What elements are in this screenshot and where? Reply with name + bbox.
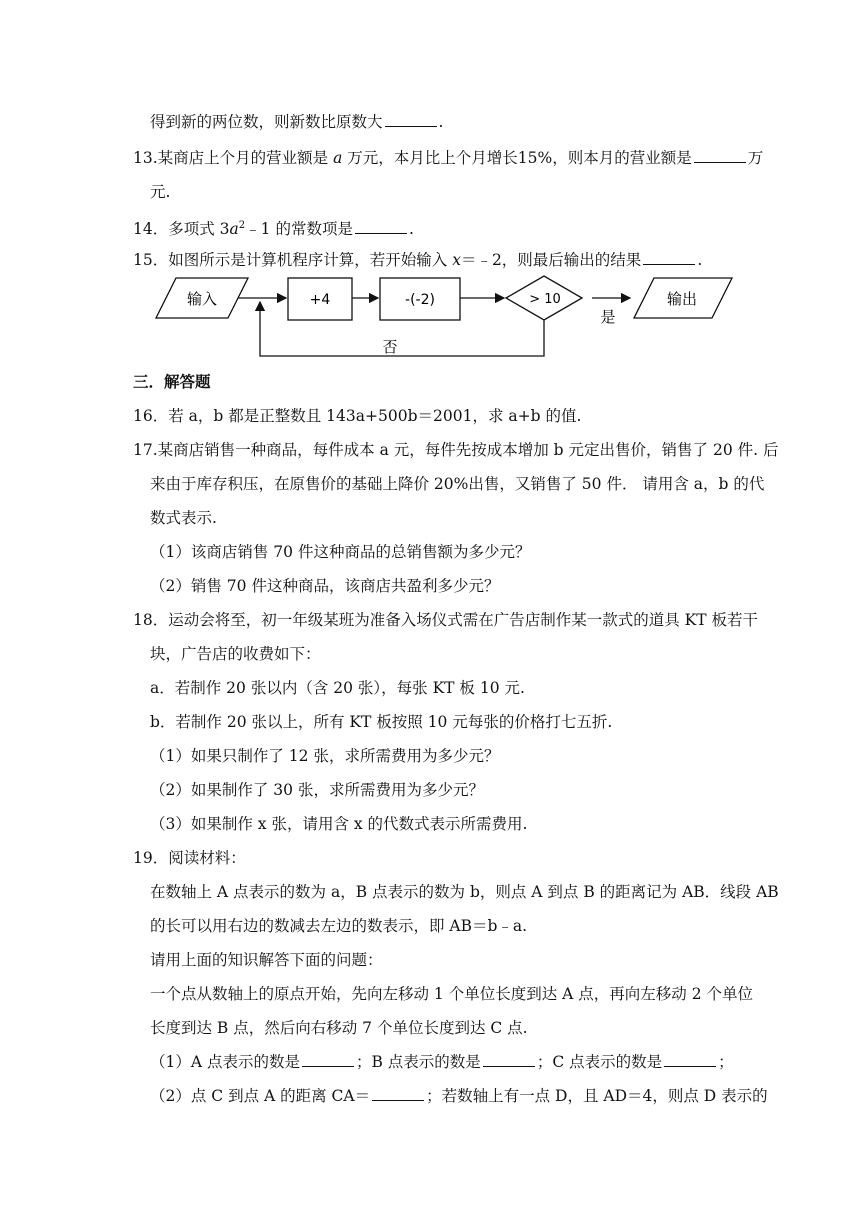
question-19-line-1: 在数轴上 A 点表示的数为 a，B 点表示的数为 b，则点 A 到点 B 的距离记为 AB．线段 AB (150, 883, 779, 901)
subtract-neg2-label: -(-2) (405, 292, 435, 308)
question-18-line-2: 块，广告店的收费如下： (150, 645, 321, 663)
question-17: 17.某商店销售一种商品，每件成本 a 元，每件先按成本增加 b 元定出售价，销售了 20 件. 后 (133, 441, 779, 459)
answer-blank[interactable] (483, 1052, 535, 1067)
answer-blank[interactable] (355, 219, 407, 234)
question-13: 13.某商店上个月的营业额是 a 万元，本月比上个月增长15%，则本月的营业额是 万 (133, 149, 764, 167)
question-15: 15．如图所示是计算机程序计算，若开始输入 x＝﹣2，则最后输出的结果 . (133, 251, 703, 269)
question-18-sub-2: （2）如果制作了 30 张，求所需费用为多少元？ (150, 781, 484, 799)
question-19-line-4: 一个点从数轴上的原点开始，先向左移动 1 个单位长度到达 A 点，再向左移动 2 个单位 (150, 985, 753, 1003)
output-label: 输出 (666, 290, 698, 308)
section-heading: 三．解答题 (133, 372, 211, 391)
answer-blank[interactable] (643, 250, 695, 265)
question-18: 18．运动会将至，初一年级某班为准备入场仪式需在广告店制作某一款式的道具 KT 板若干 (133, 611, 759, 629)
question-17-sub-2: （2）销售 70 件这种商品，该商店共盈利多少元？ (150, 577, 500, 595)
no-label: 否 (382, 338, 398, 356)
question-17-line-3: 数式表示. (150, 509, 217, 527)
question-19: 19．阅读材料： (133, 849, 246, 867)
condition-label: > 10 (529, 292, 561, 307)
input-label: 输入 (186, 290, 218, 308)
question-17-sub-1: （1）该商店销售 70 件这种商品的总销售额为多少元？ (150, 543, 531, 561)
answer-blank[interactable] (372, 1086, 424, 1101)
question-13-cont: 元. (150, 183, 171, 201)
question-14: 14．多项式 $3a^2﹣1$ 的常数项是 . (133, 220, 414, 239)
question-18-sub-1: （1）如果只制作了 12 张，求所需费用为多少元？ (150, 747, 500, 765)
question-18-rule-b: b．若制作 20 张以上，所有 KT 板按照 10 元每张的价格打七五折. (150, 713, 613, 731)
question-17-line-2: 来由于库存积压，在原售价的基础上降价 20%出售，又销售了 50 件． 请用含 a，b 的代 (150, 475, 765, 493)
yes-label: 是 (600, 308, 616, 326)
program-flowchart (152, 272, 736, 364)
q12-tail: 得到新的两位数，则新数比原数大 . (150, 113, 444, 131)
question-19-line-3: 请用上面的知识解答下面的问题： (150, 951, 383, 969)
question-19-line-2: 的长可以用右边的数减去左边的数表示，即 AB＝b﹣a. (150, 917, 528, 935)
question-19-line-5: 长度到达 B 点，然后向右移动 7 个单位长度到达 C 点. (150, 1019, 528, 1037)
question-19-sub-2: （2）点 C 到点 A 的距离 CA＝ ；若数轴上有一点 D，且 AD＝4，则点 D 表示的 (150, 1087, 768, 1105)
question-18-sub-3: （3）如果制作 x 张，请用含 x 的代数式表示所需费用. (150, 815, 528, 833)
add-4-label: +4 (309, 292, 331, 308)
question-16: 16．若 a，b 都是正整数且 143a+500b＝2001，求 a+b 的值. (133, 407, 582, 425)
answer-blank[interactable] (385, 112, 437, 127)
answer-blank[interactable] (302, 1052, 354, 1067)
answer-blank[interactable] (694, 148, 746, 163)
question-18-rule-a: a．若制作 20 张以内（含 20 张），每张 KT 板 10 元. (150, 679, 525, 697)
answer-blank[interactable] (664, 1052, 716, 1067)
question-19-sub-1: （1）A 点表示的数是 ；B 点表示的数是 ；C 点表示的数是 ； (150, 1053, 734, 1071)
